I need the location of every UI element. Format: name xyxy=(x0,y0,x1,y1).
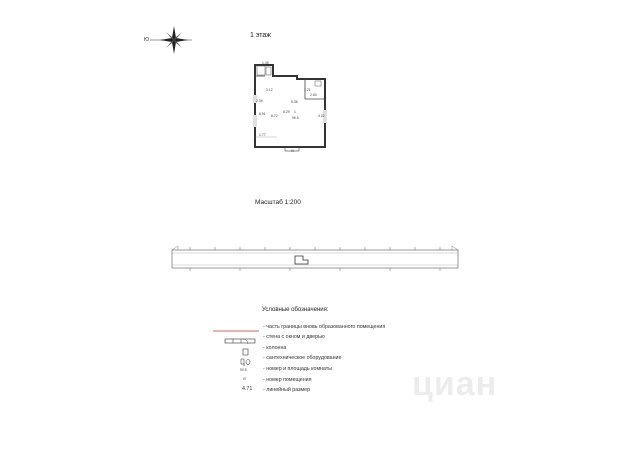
legend-sym-number: 5 xyxy=(243,363,245,367)
dim-left-a: 2.39 xyxy=(256,99,263,103)
legend-text-column: - колонна xyxy=(263,345,287,351)
dim-mid-c: 6.72 xyxy=(271,114,278,118)
dim-mid-b: 8.29 xyxy=(283,110,290,114)
floor-title: 1 этаж xyxy=(250,32,271,39)
legend-item-column xyxy=(213,344,473,354)
building-overview xyxy=(170,244,460,274)
legend-sym-linear-size: 4.71 xyxy=(242,386,253,392)
dim-bottom: 1.77 xyxy=(259,133,266,137)
dim-mid-a: 5.36 xyxy=(291,100,298,104)
legend-text-border: - часть границы вновь образованного помещения xyxy=(263,324,386,330)
legend-sym-room-tag: IV xyxy=(243,377,247,381)
scale-label: Масштаб 1:200 xyxy=(255,199,301,206)
floor-plan xyxy=(235,55,345,165)
legend-title: Условные обозначения: xyxy=(262,307,329,313)
legend-item-border xyxy=(213,323,473,333)
legend-text-linear-size: - линейный размер xyxy=(263,387,311,393)
legend-sym-area: 90.5 xyxy=(240,368,247,372)
room-area-label: 96.5 xyxy=(292,116,299,120)
dim-left-c: 6.91 xyxy=(259,112,266,116)
compass-letter: Ю xyxy=(144,37,150,43)
dim-right-c: 4.02 xyxy=(318,114,325,118)
legend-text-sanitary: - сантехническое оборудование xyxy=(263,355,342,361)
room-tag: IV xyxy=(291,149,295,153)
dim-top-small: 1.49 xyxy=(262,61,269,65)
legend-text-room-number-area: - номер и площадь комнаты xyxy=(263,366,333,372)
dim-left-b: 3.12 xyxy=(266,88,273,92)
room-number-label: 1 xyxy=(294,110,296,114)
dim-right-b: 2.63 xyxy=(310,93,317,97)
legend-text-room-number: - номер помещения xyxy=(263,377,312,383)
dim-right-a: 1.21 xyxy=(304,88,311,92)
legend-text-wall: - стена с окном и дверью xyxy=(263,334,325,340)
watermark-logo: циан xyxy=(412,365,498,403)
legend-item-wall xyxy=(213,333,473,343)
